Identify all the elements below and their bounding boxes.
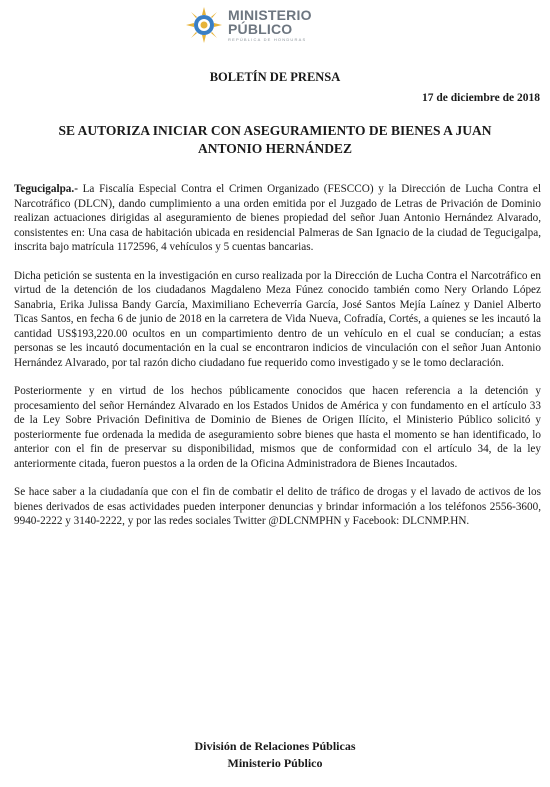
bulletin-title: BOLETÍN DE PRENSA: [209, 70, 341, 84]
city-dateline: Tegucigalpa.-: [14, 183, 78, 195]
paragraph-2: Dicha petición se sustenta en la investigación en curso realizada por la Dirección de Lucha Contra el Narcotráfico en virtud de la detención de los ciudadanos Magdaleno Meza Fúnez conocido también como Nery Orlando López Sanabria, Erika Julissa Bandy García, Maximiliano Echeverría García, José Santos Mejía Laínez y Daniel Alberto Ticas Santos, en fecha 6 de junio de 2018 en la carretera de Vida Nueva, Cofradía, Cortés, a quienes se les incautó la cantidad US$193,220.00 ocultos en un compartimiento dentro de un vehículo en el cual se conducían; a estas personas se les incautó documentación en la cual se encontraron indicios de vinculación con el señor Juan Antonio Hernández Alvarado, por tal razón dicho ciudadano fue requerido como investigado y se le tomo declaración.: [14, 269, 541, 369]
paragraph-1: [14, 182, 541, 255]
ministerio-publico-logo: [184, 5, 312, 45]
logo-line3: REPÚBLICA DE HONDURAS: [228, 37, 307, 42]
sun-emblem-icon: [184, 5, 224, 45]
signature-line1: División de Relaciones Públicas: [194, 739, 356, 753]
signature-line2: Ministerio Público: [227, 756, 323, 770]
headline: SE AUTORIZA INICIAR CON ASEGURAMIENTO DE BIENES A JUAN ANTONIO HERNÁNDEZ: [58, 123, 492, 156]
signature-block: [0, 738, 550, 772]
press-body: [14, 182, 541, 543]
bulletin-date: 17 de diciembre de 2018: [422, 92, 540, 104]
paragraph-3: Posteriormente y en virtud de los hechos públicamente conocidos que hacen referencia a la detención y procesamiento del señor Hernández Alvarado en los Estados Unidos de América y con fundamento en el artículo 33 de la Ley Sobre Privación Definitiva de Dominio de Bienes de Origen Ilícito, el Ministerio Público solicitó y posteriormente fue ordenada la medida de aseguramiento sobre bienes que hasta el momento se han identificado, lo anterior con el fin de preservar su disponibilidad, mismos que de conformidad con el artículo 34, de la ley anteriormente citada, fueron puestos a la orden de la Oficina Administradora de Bienes Incautados.: [14, 385, 541, 470]
logo-line2: PÚBLICO: [228, 21, 293, 37]
logo-line1: MINISTERIO: [228, 7, 312, 23]
paragraph-4: Se hace saber a la ciudadanía que con el fin de combatir el delito de tráfico de drogas y el lavado de activos de los bienes derivados de esas actividades pueden interponer denuncias y brindar información a los teléfonos 2556-3600, 9940-2222 y 3140-2222, y por las redes sociales Twitter @DLCNMPHN y Facebook: DLCNMP.HN.: [14, 486, 541, 527]
paragraph-1-text: La Fiscalía Especial Contra el Crimen Organizado (FESCCO) y la Dirección de Lucha Contra el Narcotráfico (DLCN), dando cumplimiento a una orden emitida por el Juzgado de Letras de Privación de Dominio realizan actuaciones dirigidas al aseguramiento de bienes propiedad del señor Juan Antonio Hernández Alvarado, consistentes en: Una casa de habitación ubicada en residencial Palmeras de San Ignacio de la ciudad de Tegucigalpa, inscrita bajo matrícula 1172596, 4 vehículos y 5 cuentas bancarias.: [14, 183, 541, 253]
